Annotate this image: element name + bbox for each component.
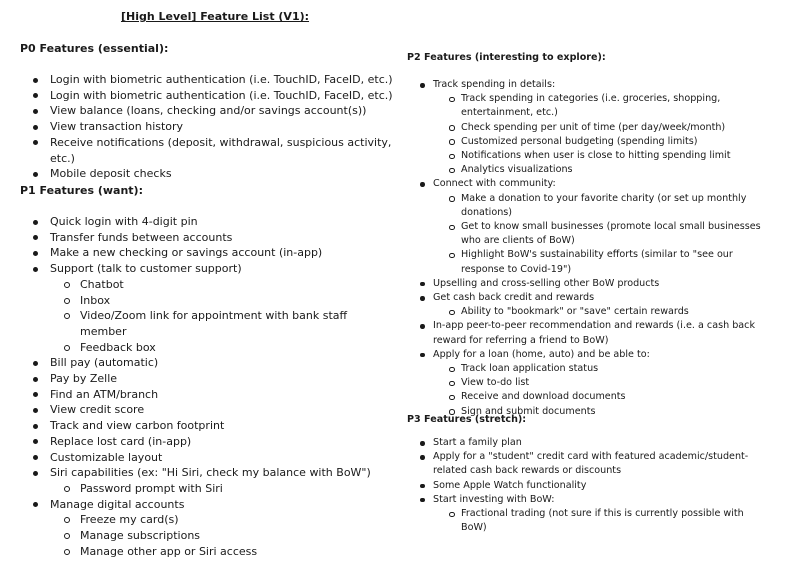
list-item: Pay by Zelle bbox=[20, 371, 395, 387]
list-item: Apply for a "student" credit card with featured academic/student-related cash back rewards or discounts bbox=[407, 450, 767, 478]
page-title: [High Level] Feature List (V1): bbox=[120, 10, 310, 23]
sub-list-item: Sign and submit documents bbox=[407, 405, 767, 419]
list-item: Mobile deposit checks bbox=[20, 166, 395, 182]
p1-heading: P1 Features (want): bbox=[20, 184, 143, 197]
sub-list-item: Password prompt with Siri bbox=[20, 481, 395, 497]
sub-list-item: Customized personal budgeting (spending limits) bbox=[407, 135, 767, 149]
list-item: Track and view carbon footprint bbox=[20, 418, 395, 434]
sub-list-item: Notifications when user is close to hitting spending limit bbox=[407, 149, 767, 163]
list-item: Support (talk to customer support) bbox=[20, 261, 395, 277]
list-item: View transaction history bbox=[20, 119, 395, 135]
sub-list-item: Highlight BoW's sustainability efforts (similar to "see our response to Covid-19") bbox=[407, 248, 767, 276]
list-item: Quick login with 4-digit pin bbox=[20, 214, 395, 230]
list-item: Replace lost card (in-app) bbox=[20, 434, 395, 450]
list-item: Upselling and cross-selling other BoW products bbox=[407, 277, 767, 291]
sub-list-item: Video/Zoom link for appointment with bank staff member bbox=[20, 308, 395, 339]
list-item: Start a family plan bbox=[407, 436, 767, 450]
list-item: View credit score bbox=[20, 402, 395, 418]
p1-list bbox=[20, 214, 395, 559]
p0-heading: P0 Features (essential): bbox=[20, 42, 169, 55]
sub-list-item: Manage other app or Siri access bbox=[20, 544, 395, 560]
list-item: In-app peer-to-peer recommendation and rewards (i.e. a cash back reward for referring a friend to BoW) bbox=[407, 319, 767, 347]
sub-list-item: Track loan application status bbox=[407, 362, 767, 376]
list-item: Login with biometric authentication (i.e. TouchID, FaceID, etc.) bbox=[20, 72, 395, 88]
list-item: Apply for a loan (home, auto) and be able to: bbox=[407, 348, 767, 362]
list-item: View balance (loans, checking and/or savings account(s)) bbox=[20, 103, 395, 119]
list-item: Some Apple Watch functionality bbox=[407, 479, 767, 493]
list-item: Customizable layout bbox=[20, 450, 395, 466]
list-item: Get cash back credit and rewards bbox=[407, 291, 767, 305]
list-item: Start investing with BoW: bbox=[407, 493, 767, 507]
p3-list bbox=[407, 436, 767, 535]
sub-list-item: Feedback box bbox=[20, 340, 395, 356]
p3-heading: P3 Features (stretch): bbox=[407, 414, 527, 425]
sub-list-item: Chatbot bbox=[20, 277, 395, 293]
list-item: Siri capabilities (ex: "Hi Siri, check my balance with BoW") bbox=[20, 465, 395, 481]
p2-list bbox=[407, 78, 767, 419]
list-item: Manage digital accounts bbox=[20, 497, 395, 513]
p2-heading: P2 Features (interesting to explore): bbox=[407, 52, 606, 63]
list-item: Receive notifications (deposit, withdrawal, suspicious activity, etc.) bbox=[20, 135, 395, 166]
list-item: Track spending in details: bbox=[407, 78, 767, 92]
sub-list-item: View to-do list bbox=[407, 376, 767, 390]
sub-list-item: Inbox bbox=[20, 293, 395, 309]
sub-list-item: Analytics visualizations bbox=[407, 163, 767, 177]
p0-list bbox=[20, 72, 395, 182]
sub-list-item: Get to know small businesses (promote local small businesses who are clients of BoW) bbox=[407, 220, 767, 248]
sub-list-item: Check spending per unit of time (per day/week/month) bbox=[407, 121, 767, 135]
list-item: Connect with community: bbox=[407, 177, 767, 191]
sub-list-item: Receive and download documents bbox=[407, 390, 767, 404]
sub-list-item: Ability to "bookmark" or "save" certain rewards bbox=[407, 305, 767, 319]
list-item: Find an ATM/branch bbox=[20, 387, 395, 403]
sub-list-item: Manage subscriptions bbox=[20, 528, 395, 544]
sub-list-item: Make a donation to your favorite charity (or set up monthly donations) bbox=[407, 192, 767, 220]
sub-list-item: Freeze my card(s) bbox=[20, 512, 395, 528]
list-item: Login with biometric authentication (i.e. TouchID, FaceID, etc.) bbox=[20, 88, 395, 104]
sub-list-item: Fractional trading (not sure if this is currently possible with BoW) bbox=[407, 507, 767, 535]
list-item: Make a new checking or savings account (in-app) bbox=[20, 245, 395, 261]
sub-list-item: Track spending in categories (i.e. groceries, shopping, entertainment, etc.) bbox=[407, 92, 767, 120]
list-item: Bill pay (automatic) bbox=[20, 355, 395, 371]
list-item: Transfer funds between accounts bbox=[20, 230, 395, 246]
